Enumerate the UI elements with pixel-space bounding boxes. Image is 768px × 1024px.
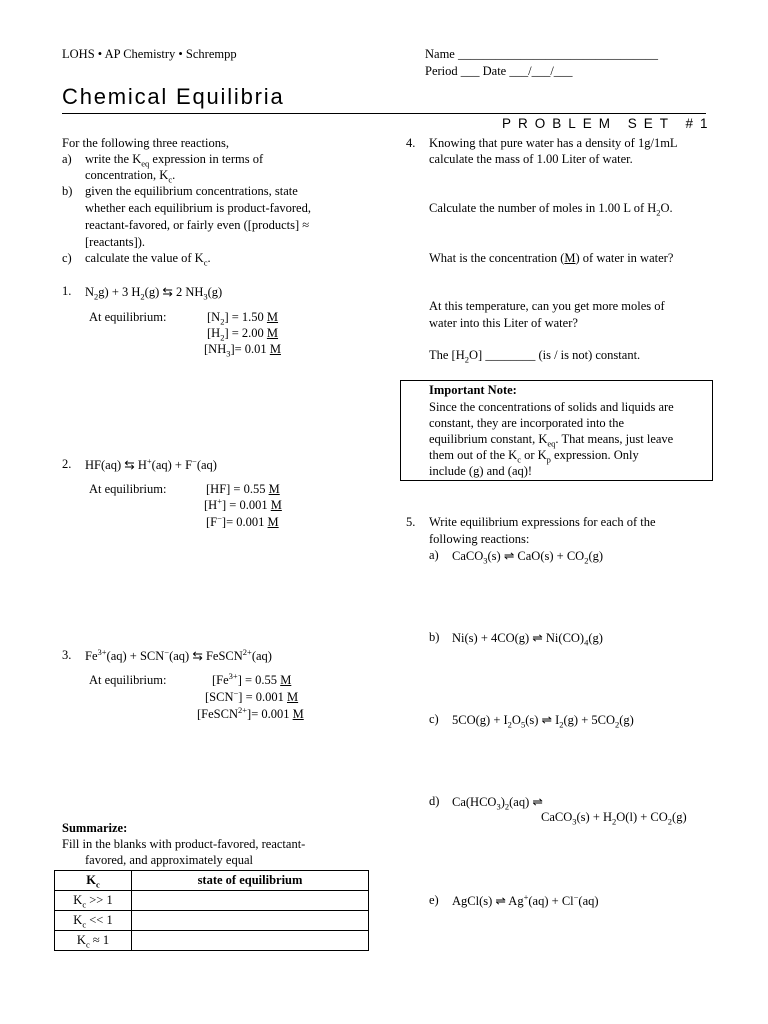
problem-5-line-1: Write equilibrium expressions for each of the	[429, 515, 656, 529]
course-line: LOHS • AP Chemistry • Schrempp	[62, 47, 237, 61]
problem-5-a-equation: CaCO$_3$(s) ⇌ $CaO(s) + CO_2(g)$	[452, 549, 604, 566]
problem-2-conc-1: [HF] = 0.55 M	[206, 482, 280, 496]
title-rule	[62, 113, 706, 114]
intro-c-label: c)	[62, 251, 72, 265]
table-row	[55, 911, 369, 931]
problem-1-number: 1.	[62, 284, 72, 298]
summary-line-1: Fill in the blanks with product-favored, reactant-	[62, 837, 306, 851]
period-date-line: Period ___ Date ___/___/___	[425, 64, 573, 78]
problem-5-a-label: a)	[429, 548, 439, 562]
problem-4-number: 4.	[406, 136, 416, 150]
note-line-2: constant, they are incorporated into the	[429, 416, 625, 430]
problem-1-conc-2: $[H_2] = 2.00$ M	[207, 326, 279, 343]
kc-summary-table	[54, 870, 369, 951]
kc-header: $K_c$	[55, 871, 132, 891]
problem-2-equation: HF(aq) ⇆ H+(aq) + F−(aq)	[85, 455, 217, 472]
problem-set-label: PROBLEM SET #1	[502, 116, 715, 131]
intro-lead: For the following three reactions,	[62, 136, 229, 150]
problem-5-e-label: e)	[429, 893, 439, 907]
page-title: Chemical Equilibria	[62, 84, 285, 109]
problem-2-conc-3: [F−]= 0.001 M	[206, 512, 279, 529]
problem-3-number: 3.	[62, 648, 72, 662]
problem-3-conc-2: [SCN−] = 0.001 M	[205, 687, 299, 704]
note-heading: Important Note:	[429, 383, 517, 397]
problem-2-number: 2.	[62, 457, 72, 471]
problem-5-d-equation: $Ca(HCO_3)_2(aq)$ ⇌	[452, 795, 543, 812]
problem-4-line-3: Calculate the number of moles in 1.00 L of $H_2O$.	[429, 201, 673, 218]
summary-heading: Summarize:	[62, 821, 128, 835]
table-row	[55, 891, 369, 911]
problem-3-conc-1: $[Fe^{3+}] = 0.55$ M	[212, 670, 292, 687]
problem-5-d-label: d)	[429, 794, 440, 808]
intro-a-line2: concentration, $K_c$.	[85, 168, 176, 185]
intro-b-line2: whether each equilibrium is product-favored,	[85, 201, 311, 215]
problem-4-line-1: Knowing that pure water has a density of 1g/1mL	[429, 136, 678, 150]
answer-blank[interactable]	[132, 891, 369, 911]
problem-5-c-label: c)	[429, 712, 439, 726]
summary-line-2: favored, and approximately equal	[85, 853, 253, 867]
kc-cell: $K_c >> 1$	[55, 891, 132, 911]
state-header: state of equilibrium	[132, 871, 369, 891]
problem-5-e-equation: AgCl(s) ⇌ Ag+(aq) + Cl−(aq)	[452, 891, 599, 908]
name-line: Name ________________________________	[425, 47, 658, 61]
note-line-4: them out of the $K_c$ or $K_p$ expression. Only	[429, 448, 639, 465]
intro-c-line1: calculate the value of $K_c$.	[85, 251, 211, 268]
problem-4-line-4: What is the concentration (M) of water in water?	[429, 251, 674, 265]
problem-5-b-label: b)	[429, 630, 440, 644]
problem-3-at-equilibrium: At equilibrium:	[89, 673, 167, 687]
intro-b-line3: reactant-favored, or fairly even ([products] ≈	[85, 218, 310, 232]
problem-1-at-equilibrium: At equilibrium:	[89, 310, 167, 324]
note-line-3: equilibrium constant, $K_{eq}$. That means, just leave	[429, 432, 674, 449]
problem-4-line-7: The $[H_2O]$ ________ (is / is not) constant.	[429, 348, 641, 365]
intro-a-line1: write the $K_{eq}$ expression in terms of	[85, 152, 264, 169]
problem-5-number: 5.	[406, 515, 416, 529]
note-line-5: include (g) and (aq)!	[429, 464, 533, 478]
kc-cell: $K_c \approx 1$	[55, 931, 132, 951]
problem-4-line-5: At this temperature, can you get more moles of	[429, 299, 665, 313]
problem-3-conc-3: [FeSCN$^{2+}$]= 0.001 M	[197, 704, 304, 721]
answer-blank[interactable]	[132, 931, 369, 951]
table-header-row	[55, 871, 369, 891]
intro-b-line1: given the equilibrium concentrations, state	[85, 184, 298, 198]
problem-5-c-equation: $5CO(g) + I_2O_5(s)$ ⇌ $I_2(g) + 5CO_2(g)$	[452, 713, 634, 730]
note-line-1: Since the concentrations of solids and liquids are	[429, 400, 674, 414]
problem-4-line-2: calculate the mass of 1.00 Liter of water.	[429, 152, 633, 166]
table-row	[55, 931, 369, 951]
problem-4-line-6: water into this Liter of water?	[429, 316, 578, 330]
intro-a-label: a)	[62, 152, 72, 166]
problem-5-b-equation: Ni(s) + 4CO(g) ⇌ $Ni(CO)_4(g)$	[452, 631, 603, 648]
problem-1-equation: $N_2g) + 3$ $H_2(g)$ ⇆ 2 $NH_3(g)$	[85, 285, 223, 302]
problem-2-at-equilibrium: At equilibrium:	[89, 482, 167, 496]
kc-cell: $K_c << 1$	[55, 911, 132, 931]
problem-1-conc-1: $[N_2] = 1.50$ M	[207, 310, 279, 327]
problem-5-d-products: CaCO$_3$(s) + $H_2O(l) + CO_2(g)$	[541, 810, 687, 827]
intro-b-label: b)	[62, 184, 73, 198]
problem-1-conc-3: $[NH_3]= 0.01$ M	[204, 342, 281, 359]
intro-b-line4: [reactants]).	[85, 235, 146, 249]
problem-2-conc-2: [H+] = 0.001 M	[204, 495, 282, 512]
answer-blank[interactable]	[132, 911, 369, 931]
problem-5-line-2: following reactions:	[429, 532, 530, 546]
problem-3-equation: $Fe^{3+}(aq) + SCN^-(aq)$ ⇆ FeSCN$^{2+}$(aq)	[85, 646, 272, 663]
